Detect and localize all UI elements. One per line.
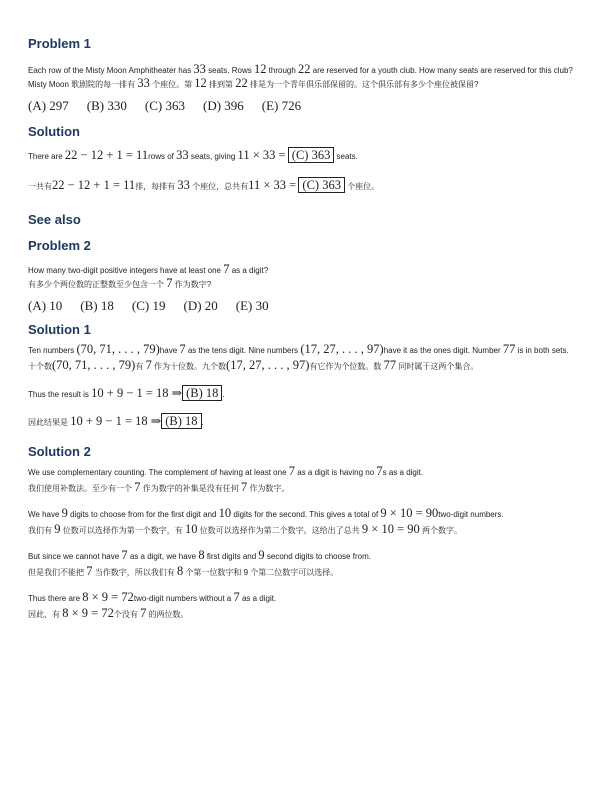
choice-a: (A) 297 bbox=[28, 98, 69, 113]
math: 8 bbox=[176, 564, 184, 578]
text: 一共有 bbox=[28, 182, 52, 191]
text: as a digit? bbox=[229, 266, 269, 275]
solution-1-text-zh bbox=[28, 360, 584, 372]
solution-2-p1-zh bbox=[28, 482, 584, 494]
math: 10 + 9 − 1 = 18 ⇒ bbox=[70, 414, 162, 428]
math: 9 bbox=[54, 522, 61, 536]
solution-1-text-en bbox=[28, 344, 584, 356]
text: second digits to choose from. bbox=[264, 552, 371, 561]
math: (17, 27, . . . , 97) bbox=[300, 342, 384, 356]
text: as a digit, we have bbox=[127, 552, 199, 561]
math: 7 bbox=[145, 358, 152, 372]
heading-solution: Solution bbox=[28, 124, 80, 139]
math: 7 bbox=[233, 590, 240, 604]
math: 7 bbox=[376, 464, 383, 478]
text: 作为数字。 bbox=[247, 484, 290, 493]
math: 12 bbox=[194, 76, 207, 90]
text: Misty Moon 歌剧院的每一排有 bbox=[28, 80, 138, 89]
choice-c: (C) 19 bbox=[131, 298, 166, 313]
text: as the tens digit. Nine numbers bbox=[185, 346, 301, 355]
text: digits to choose from for the first digit and bbox=[67, 510, 219, 519]
math: 9 × 10 = 90 bbox=[380, 506, 439, 520]
math: 7 bbox=[134, 480, 141, 494]
math: 8 × 9 = 72 bbox=[62, 606, 114, 620]
text: 个座位。第 bbox=[149, 80, 195, 89]
answer-box: (B) 18 bbox=[182, 385, 222, 401]
math: 9 bbox=[61, 506, 68, 520]
text: 十个数 bbox=[28, 362, 52, 371]
text: 作为数字? bbox=[172, 280, 212, 289]
text: 个没有 bbox=[113, 610, 141, 619]
answer-box: (C) 363 bbox=[298, 177, 345, 193]
text: . bbox=[201, 418, 204, 427]
content bbox=[28, 36, 584, 620]
math: 10 bbox=[184, 522, 198, 536]
problem-1-text-en bbox=[28, 64, 584, 76]
math: 7 bbox=[288, 464, 295, 478]
choice-d: (D) 396 bbox=[202, 98, 244, 113]
math: 7 bbox=[121, 548, 128, 562]
text: first digits and bbox=[204, 552, 259, 561]
solution-2-p2-en bbox=[28, 508, 584, 520]
math: 12 bbox=[253, 62, 267, 76]
text: Thus the result is bbox=[28, 390, 92, 399]
choice-e: (E) 30 bbox=[235, 298, 269, 313]
solution-2-p3-en bbox=[28, 550, 584, 562]
math: 33 bbox=[177, 178, 190, 192]
text: as a digit is having no bbox=[295, 468, 377, 477]
problem-1-text-zh bbox=[28, 78, 584, 90]
math: 77 bbox=[502, 342, 516, 356]
text: 排是为一个青年俱乐部保留的。这个俱乐部有多少个座位被保留? bbox=[247, 80, 479, 89]
heading-see-also: See also bbox=[28, 212, 81, 227]
solution-2-p3-zh bbox=[28, 566, 584, 578]
math: 22 bbox=[235, 76, 248, 90]
solution-1-result-zh bbox=[28, 412, 584, 432]
text: two-digit numbers without a bbox=[133, 594, 234, 603]
math: 33 bbox=[137, 76, 150, 90]
math: 9 bbox=[258, 548, 265, 562]
math: 10 bbox=[218, 506, 232, 520]
text: 作为数字的补集是没有任何 bbox=[140, 484, 241, 493]
text: seats. bbox=[334, 152, 358, 161]
choice-e: (E) 726 bbox=[261, 98, 302, 113]
math: (70, 71, . . . , 79) bbox=[52, 358, 136, 372]
math: 7 bbox=[166, 276, 173, 290]
text: 作为十位数。九个数 bbox=[151, 362, 227, 371]
choice-a: (A) 10 bbox=[28, 298, 63, 313]
answer-box: (B) 18 bbox=[161, 413, 201, 429]
math: 33 bbox=[176, 148, 189, 162]
text: 个座位。 bbox=[344, 182, 380, 191]
text: 有 bbox=[135, 362, 146, 371]
choice-c: (C) 363 bbox=[144, 98, 185, 113]
problem-2-text-zh bbox=[28, 278, 584, 290]
text: How many two-digit positive integers have at least one bbox=[28, 266, 224, 275]
text: digits for the second. This gives a total of bbox=[231, 510, 381, 519]
math: 33 bbox=[193, 62, 206, 76]
solution-2-p2-zh bbox=[28, 524, 584, 536]
solution-text-zh bbox=[28, 176, 584, 196]
math: 11 × 33 = bbox=[248, 178, 297, 192]
text: Ten numbers bbox=[28, 346, 77, 355]
answer-box: (C) 363 bbox=[288, 147, 335, 163]
heading-solution-2: Solution 2 bbox=[28, 444, 91, 459]
text: through bbox=[266, 66, 299, 75]
math: 10 + 9 − 1 = 18 ⇒ bbox=[91, 386, 183, 400]
problem-2-choices bbox=[28, 298, 584, 314]
text: . bbox=[222, 390, 225, 399]
heading-solution-1: Solution 1 bbox=[28, 322, 91, 337]
math: (17, 27, . . . , 97) bbox=[226, 358, 310, 372]
text: are reserved for a youth club. How many seats are reserved for this club? bbox=[310, 66, 573, 75]
text: 排，每排有 bbox=[135, 182, 178, 191]
text: 位数可以选择作为第二个数字。这给出了总共 bbox=[197, 526, 362, 535]
text: Thus there are bbox=[28, 594, 83, 603]
problem-2-text-en bbox=[28, 264, 584, 276]
text: 个第一位数字和 9 个第二位数字可以选择。 bbox=[183, 568, 339, 577]
text: 个座位，总共有 bbox=[189, 182, 249, 191]
math: 7 bbox=[223, 262, 230, 276]
text: is in both sets. bbox=[515, 346, 569, 355]
text: We have bbox=[28, 510, 62, 519]
solution-2-p4-zh bbox=[28, 608, 584, 620]
math: 9 × 10 = 90 bbox=[361, 522, 420, 536]
math: 77 bbox=[383, 358, 397, 372]
text: Each row of the Misty Moon Amphitheater has bbox=[28, 66, 194, 75]
math: 7 bbox=[179, 342, 186, 356]
text: have it as the ones digit. Number bbox=[383, 346, 503, 355]
text: 有它作为个位数。数 bbox=[309, 362, 384, 371]
math: 22 bbox=[298, 62, 311, 76]
text: s as a digit. bbox=[382, 468, 424, 477]
text: 我们有 bbox=[28, 526, 55, 535]
choice-b: (B) 18 bbox=[80, 298, 114, 313]
text: 我们使用补数法。至少有一个 bbox=[28, 484, 135, 493]
choice-b: (B) 330 bbox=[86, 98, 127, 113]
text: seats, giving bbox=[188, 152, 238, 161]
text: 位数可以选择作为第一个数字，有 bbox=[60, 526, 185, 535]
problem-1-choices bbox=[28, 98, 584, 114]
math: 7 bbox=[140, 606, 147, 620]
text: 因此，有 bbox=[28, 610, 63, 619]
text: as a digit. bbox=[239, 594, 277, 603]
text: 两个数字。 bbox=[419, 526, 462, 535]
heading-problem-2: Problem 2 bbox=[28, 238, 91, 253]
text: 有多少个两位数的正整数至少包含一个 bbox=[28, 280, 167, 289]
math: 22 − 12 + 1 = 11 bbox=[52, 178, 136, 192]
solution-1-result-en bbox=[28, 384, 584, 404]
solution-2-p1-en bbox=[28, 466, 584, 478]
text: 当作数字，所以我们有 bbox=[92, 568, 177, 577]
math: 8 × 9 = 72 bbox=[82, 590, 134, 604]
text: 的两位数。 bbox=[146, 610, 189, 619]
text: have bbox=[159, 346, 180, 355]
solution-text-en bbox=[28, 146, 584, 166]
math: 22 − 12 + 1 = 11 bbox=[64, 148, 149, 162]
text: seats. Rows bbox=[205, 66, 254, 75]
text: 排到第 bbox=[206, 80, 236, 89]
text: two-digit numbers. bbox=[438, 510, 504, 519]
math: (70, 71, . . . , 79) bbox=[76, 342, 160, 356]
text: 同时属于这两个集合。 bbox=[396, 362, 479, 371]
choice-d: (D) 20 bbox=[183, 298, 218, 313]
heading-problem-1: Problem 1 bbox=[28, 36, 91, 51]
solution-2-p4-en bbox=[28, 592, 584, 604]
math: 7 bbox=[240, 480, 248, 494]
text: There are bbox=[28, 152, 65, 161]
text: 因此结果是 bbox=[28, 418, 71, 427]
text: But since we cannot have bbox=[28, 552, 122, 561]
math: 8 bbox=[198, 548, 205, 562]
text: 但是我们不能把 bbox=[28, 568, 87, 577]
math: 11 × 33 = bbox=[237, 148, 286, 162]
text: rows of bbox=[148, 152, 177, 161]
text: We use complementary counting. The complement of having at least one bbox=[28, 468, 289, 477]
math: 7 bbox=[86, 564, 93, 578]
